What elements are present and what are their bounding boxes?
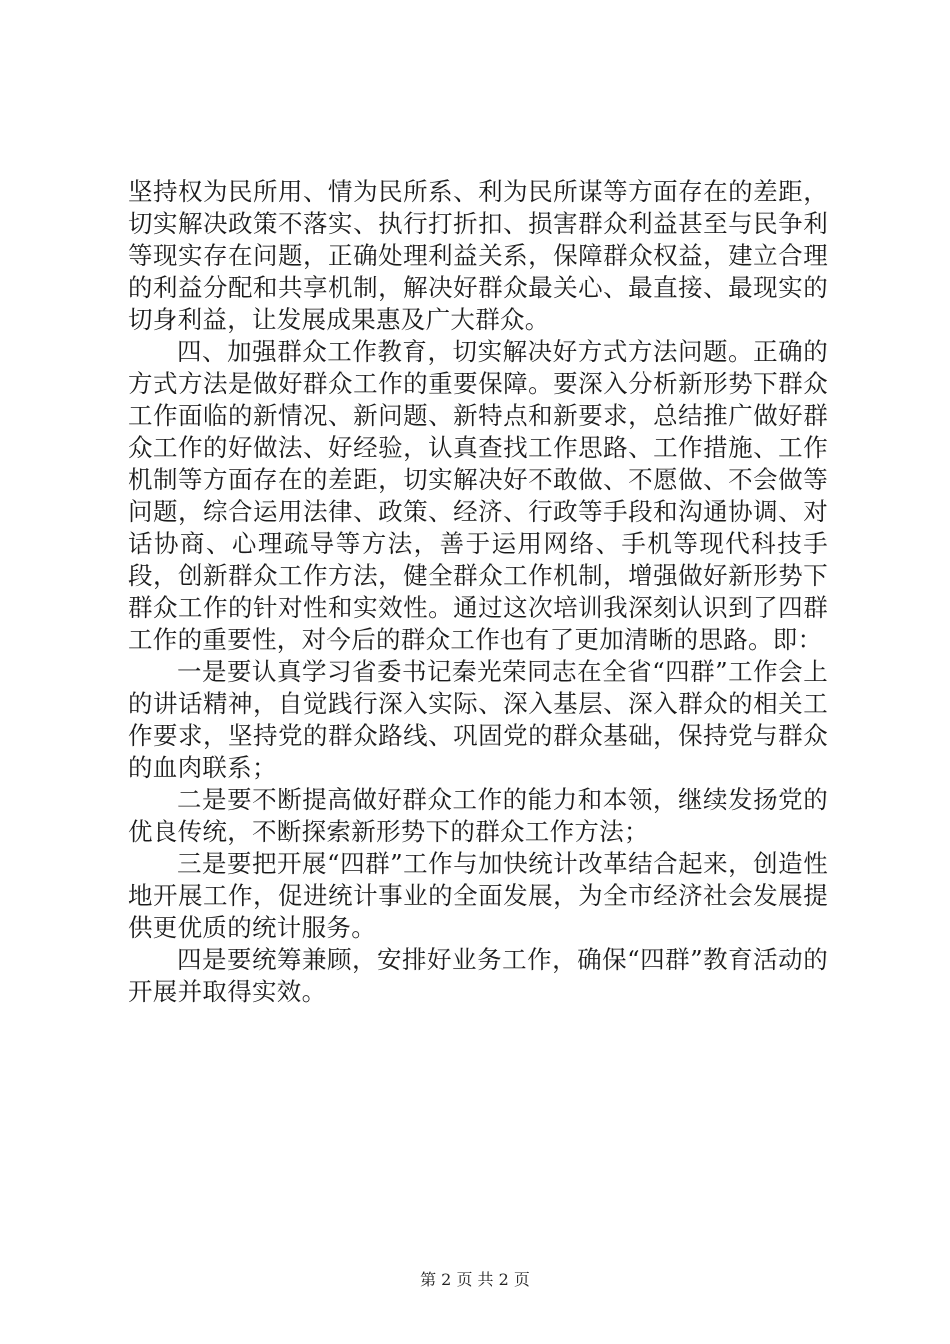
paragraph-2: 四、加强群众工作教育，切实解决好方式方法问题。正确的方式方法是做好群众工作的重要保障。要深入分析新形势下群众工作面临的新情况、新问题、新特点和新要求，总结推广做好群众工作的好做法、好经验，认真查找工作思路、工作措施、工作机制等方面存在的差距，切实解决好不敢做、不愿做、不会做等问题，综合运用法律、政策、经济、行政等手段和沟通协调、对话协商、心理疏导等方法，善于运用网络、手机等现代科技手段，创新群众工作方法，健全群众工作机制，增强做好新形势下群众工作的针对性和实效性。通过这次培训我深刻认识到了四群工作的重要性，对今后的群众工作也有了更加清晰的思路。即： (128, 337, 828, 654)
paragraph-4: 二是要不断提高做好群众工作的能力和本领，继续发扬党的优良传统，不断探索新形势下的群众工作方法； (128, 785, 828, 846)
document-body (128, 176, 828, 1008)
paragraph-3: 一是要认真学习省委书记秦光荣同志在全省“四群”工作会上的讲话精神，自觉践行深入实际、深入基层、深入群众的相关工作要求，坚持党的群众路线、巩固党的群众基础，保持党与群众的血肉联系； (128, 657, 828, 782)
paragraph-6: 四是要统筹兼顾，安排好业务工作，确保“四群”教育活动的开展并取得实效。 (128, 945, 828, 1006)
page-number-label: 第 2 页 共 2 页 (420, 1270, 530, 1289)
paragraph-1: 坚持权为民所用、情为民所系、利为民所谋等方面存在的差距，切实解决政策不落实、执行打折扣、损害群众利益甚至与民争利等现实存在问题，正确处理利益关系，保障群众权益，建立合理的利益分配和共享机制，解决好群众最关心、最直接、最现实的切身利益，让发展成果惠及广大群众。 (128, 177, 828, 334)
paragraph-5: 三是要把开展“四群”工作与加快统计改革结合起来，创造性地开展工作，促进统计事业的全面发展，为全市经济社会发展提供更优质的统计服务。 (128, 849, 828, 942)
page-footer (0, 1270, 950, 1290)
